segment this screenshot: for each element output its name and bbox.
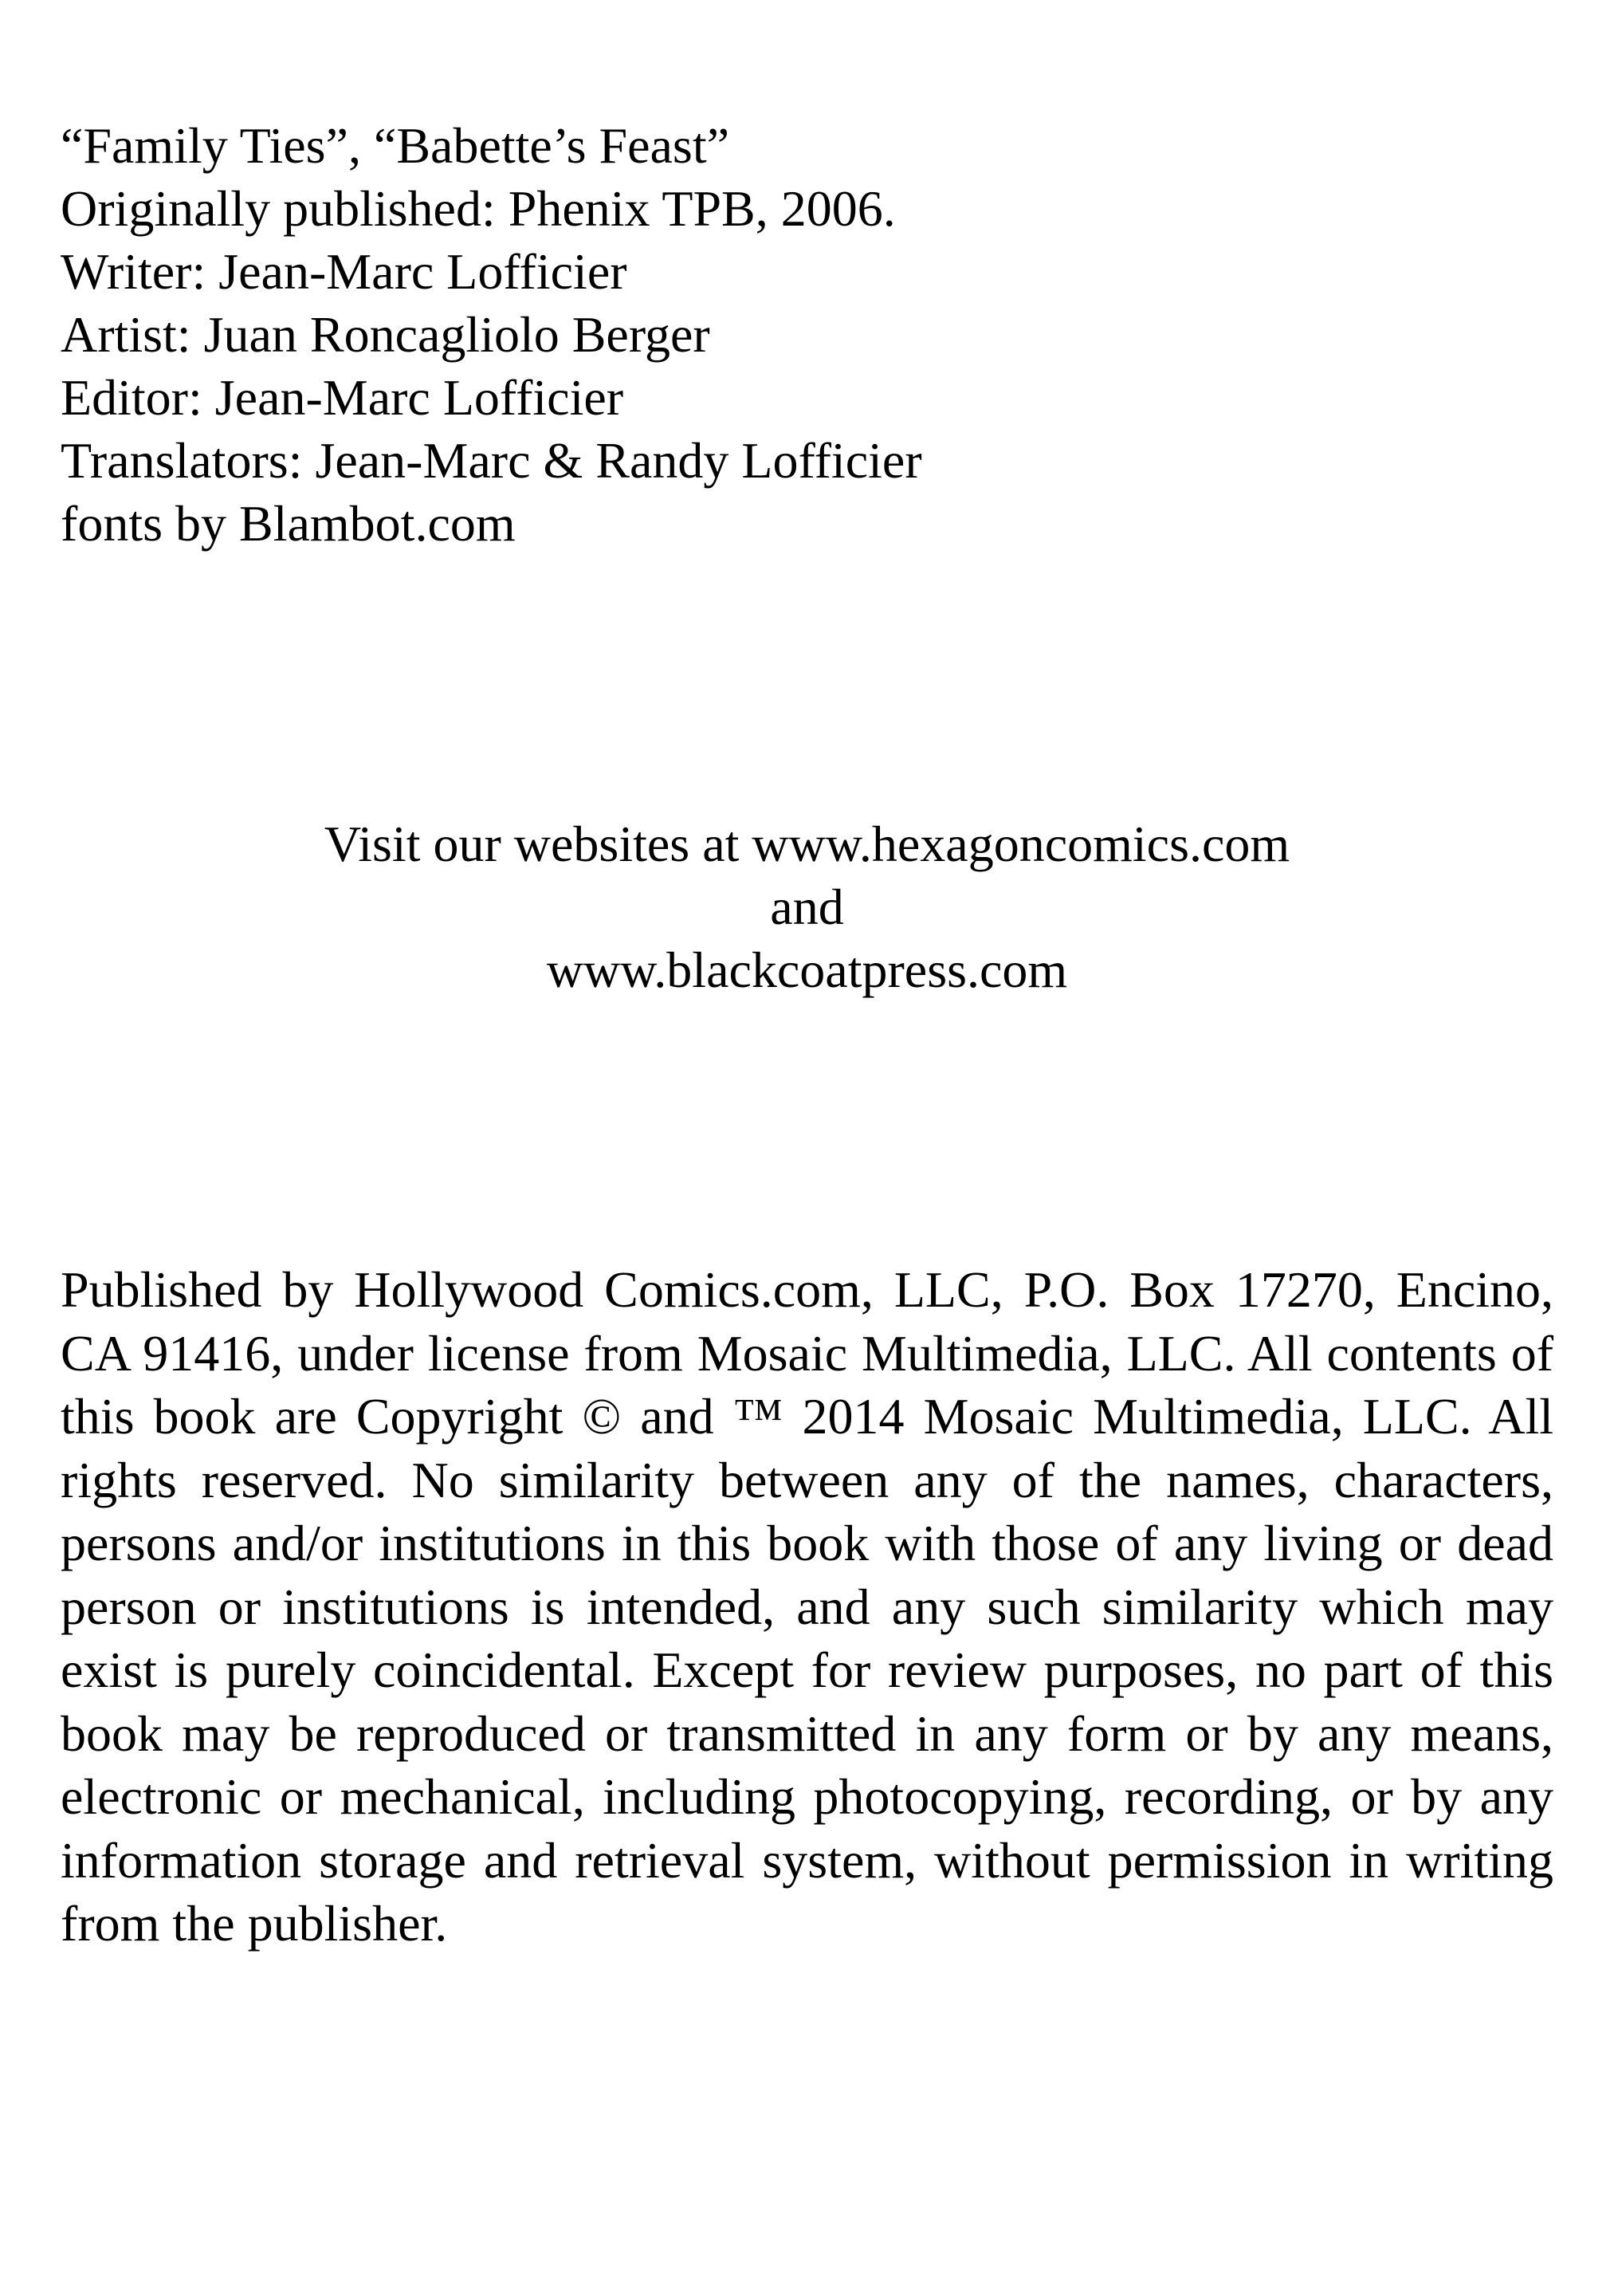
credits-writer: Writer: Jean-Marc Lofficier <box>61 243 627 300</box>
credits-translators: Translators: Jean-Marc & Randy Lofficier <box>61 432 922 489</box>
websites-intro-line: Visit our websites at www.hexagoncomics.com <box>324 816 1290 872</box>
legal-notice: Published by Hollywood Comics.com, LLC, P.O. Box 17270, Encino, CA 91416, under license from Mosaic Multimedia, LLC. All contents of this book are Copyright © and ™ 2014 Mosaic Multimedia, LLC. All rights reserved. No similarity between any of the names, characters, persons and/or institutions in this book with those of any living or dead person or institutions is intended, and any such similarity which may exist is purely coincidental. Except for review purposes, no part of this book may be reproduced or transmitted in any form or by any means, electronic or mechanical, including photocopying, recording, or by any information storage and retrieval system, without permission in writing from the publisher. <box>61 1261 1553 1952</box>
websites-second-url: www.blackcoatpress.com <box>546 942 1068 998</box>
credits-block <box>61 114 1543 555</box>
credits-titles: “Family Ties”, “Babette’s Feast” <box>61 117 729 174</box>
credits-fonts: fonts by Blambot.com <box>61 495 516 552</box>
websites-conjunction: and <box>770 879 844 935</box>
credits-editor: Editor: Jean-Marc Lofficier <box>61 369 624 426</box>
websites-block <box>61 812 1553 1001</box>
credits-artist: Artist: Juan Roncagliolo Berger <box>61 306 710 363</box>
credits-original-publication: Originally published: Phenix TPB, 2006. <box>61 180 896 237</box>
